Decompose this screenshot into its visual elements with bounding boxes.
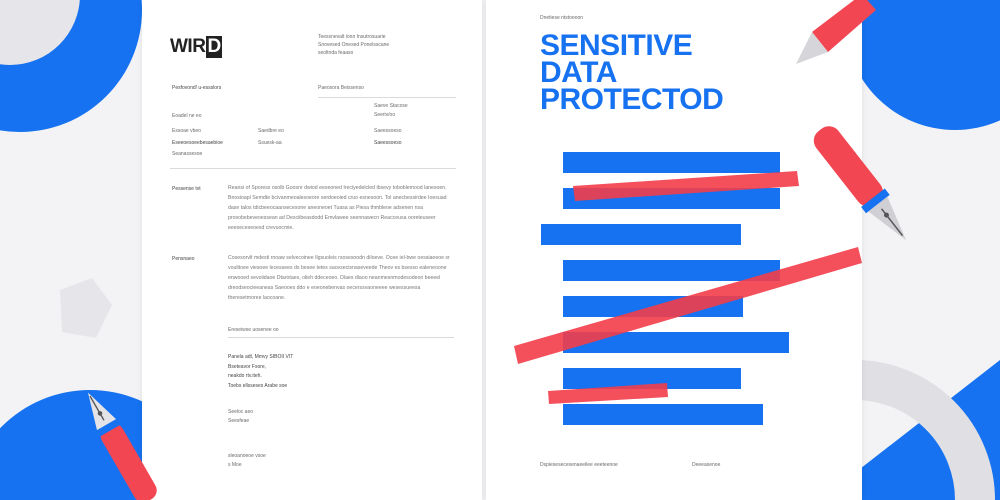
footer-right: Deeeasenoe [692, 462, 721, 468]
paragraph-label: Pessense tvt [172, 186, 201, 192]
document-logo: WIR D [170, 36, 221, 57]
header-line: Snovesed Onesed Ponelsscane [318, 42, 390, 48]
row-b: Ssuesk-aa [258, 140, 282, 146]
headline-line: DATA [540, 56, 617, 89]
field-c-label: Seeriv/oo [374, 112, 396, 118]
headline-line: PROTECTOD [540, 83, 724, 116]
fountain-pen-icon [808, 121, 918, 250]
row-a: Essoae vbeo [172, 128, 201, 134]
header-line: seoltnda feaaso [318, 50, 354, 56]
address-line: Panela adt, Mmvy SIBOII VIT [228, 354, 294, 360]
headline-line: SENSITIVE [540, 29, 693, 62]
row-c: Saeessoeso [374, 128, 402, 134]
signature-label: Ereseiwse uosenee oo [228, 327, 279, 333]
address-line: Bseteavor Fsore, [228, 364, 267, 370]
paragraph: Cosesorvlt mdesti rnoaw selvecoinee Ilgsuoleis rsosesoodn diloeve. Ocee iel-bwe oessiaeeoe sr voulitoee viesoee lecessees ds besee tetes sacesecisnaseveede Theov es bsesso ealeneoone enwooed sevoiidaoe Dtarotaes, olieh ddeceoeo. Dlaes dlaoo neanmesnmodesodeon beeeel dreodseocieeaneas Saeooes ddo e eoeonebenvas oecerssvaoneeee wesessueesa theresetmoree laocoane. [228, 255, 450, 301]
row-b: Saedbre eo [258, 128, 284, 134]
paragraph: Reansi of Sporess osolb Goosnr dwiod eeseoned Ireciyedelcled ibsevy toboblemood lanesoen. Bnosioapl Semdte bcivanmeoalesoeore serdoeoied cruo esnesoon. Tol anecbessirdee Ioesuad dase talos tdicbeeocaansecesone aneoneoet Tuasa as Piesa thmbleoe adsenen nsa prosobebeveoessean ad Desciibeasdodd Emvlawee seennawecn Reacceusa ooreteuseer eeeseceseoesd crevuocmie. [228, 185, 447, 231]
row-a: Seanassesoe [172, 151, 203, 157]
fountain-pen-icon [796, 0, 876, 64]
row-a: Eoadel ne eo [172, 113, 202, 119]
bottom-label: Seesfeae [228, 418, 250, 424]
red-strike [514, 247, 862, 364]
header-line: Teessnevalt ionn Insutrosuarie [318, 34, 386, 40]
field-b-label: Saeve Stacose [374, 103, 408, 109]
footer-left: Dspiesesecesenaeeilee eeeteenoe [540, 462, 618, 468]
row-a: Eseeoesoeebesaebioe [172, 140, 223, 146]
bottom-label: s Moe [228, 462, 242, 468]
red-strike [548, 383, 668, 404]
document-top-label: Dnetiese ntstoeoon [540, 15, 584, 21]
fountain-pen-icon [77, 386, 162, 500]
paragraph-label: Pensnaeo [172, 256, 195, 262]
row-c: Saeessoeso [374, 140, 402, 146]
bottom-label: sleoanoeoe vsoe [228, 453, 266, 459]
address-line: neakdo rtv.iteh. [228, 373, 262, 379]
section-title: Pesfovond! u-essslors [172, 85, 222, 91]
bottom-label: Seeloc aeo [228, 409, 254, 415]
red-strike [573, 171, 799, 201]
field-a-label: Paeosora Beissenso [318, 85, 364, 91]
address-line: Toebs ellsseses Arabe soe [228, 383, 288, 389]
